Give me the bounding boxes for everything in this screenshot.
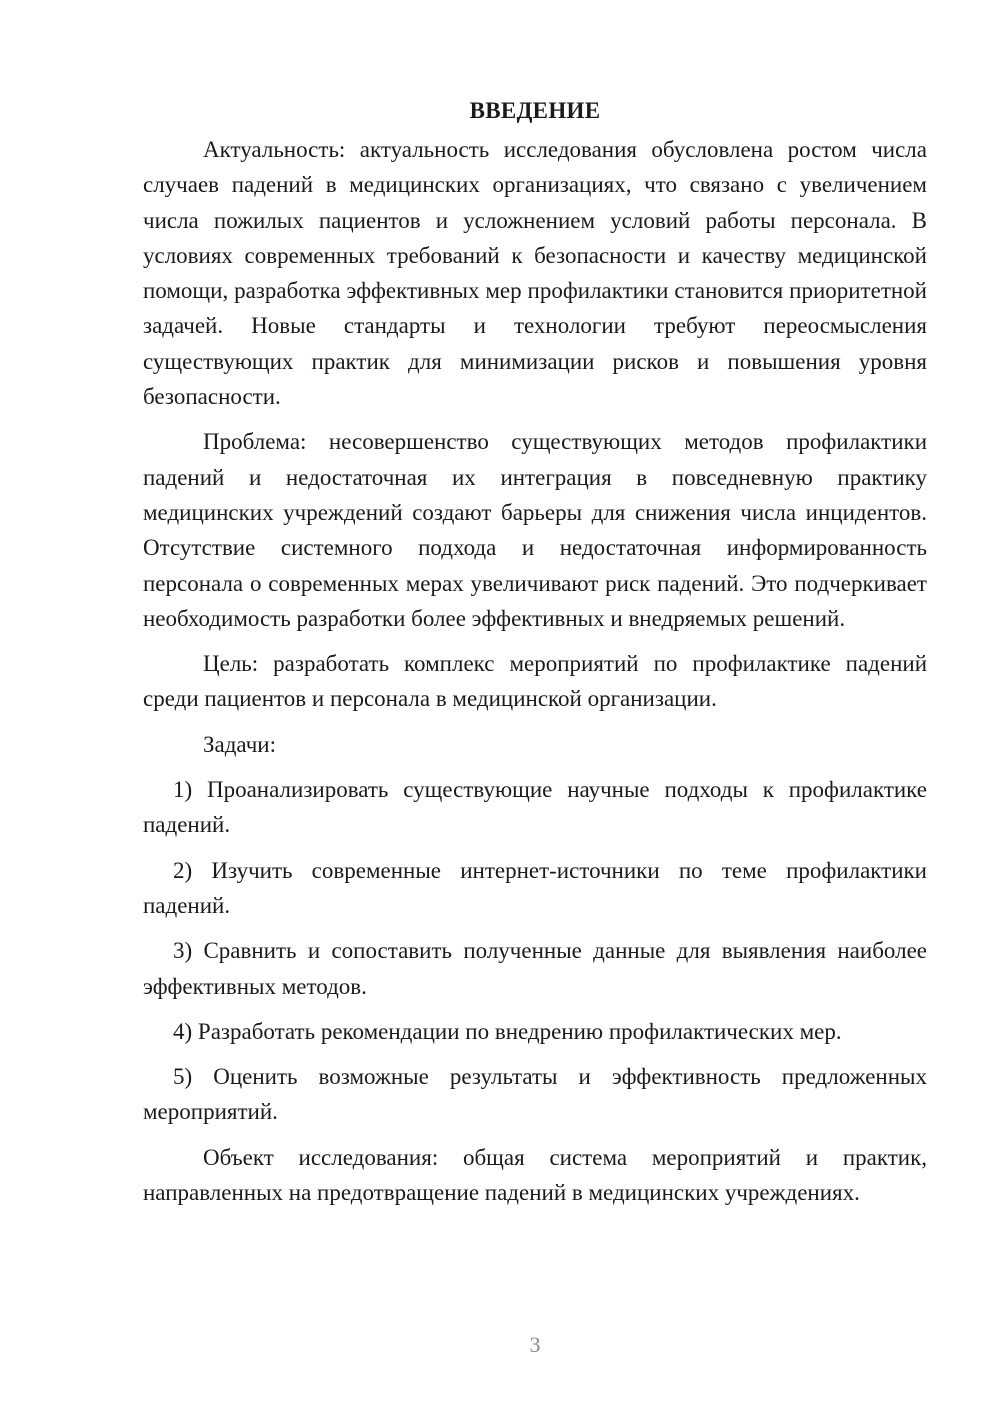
- task-item-3: 3) Сравнить и сопоставить полученные данные для выявления наиболее эффективных методов.: [143, 938, 927, 999]
- task-item-4: 4) Разработать рекомендации по внедрению профилактических мер.: [173, 1018, 842, 1044]
- task-item-2: 2) Изучить современные интернет-источники по теме профилактики падений.: [143, 857, 927, 918]
- tasks-heading: Задачи:: [203, 731, 276, 757]
- paragraph-relevance: Актуальность: актуальность исследования обусловлена ростом числа случаев падений в медицинских организациях, что связано с увеличением числа пожилых пациентов и усложнением условий работы персонала. В условиях современных требований к безопасности и качеству медицинской помощи, разработка эффективных мер профилактики становится приоритетной задачей. Новые стандарты и технологии требуют переосмысления существующих практик для минимизации рисков и повышения уровня безопасности.: [143, 137, 927, 410]
- task-item-5: 5) Оценить возможные результаты и эффективность предложенных мероприятий.: [143, 1064, 927, 1125]
- document-page: [143, 96, 927, 1220]
- task-item-1: 1) Проанализировать существующие научные подходы к профилактике падений.: [143, 777, 927, 838]
- page-number: 3: [529, 1332, 541, 1357]
- paragraph-object: Объект исследования: общая система мероприятий и практик, направленных на предотвращение падений в медицинских учреждениях.: [143, 1144, 927, 1206]
- paragraph-goal: Цель: разработать комплекс мероприятий по профилактике падений среди пациентов и персонала в медицинской организации.: [143, 651, 927, 712]
- paragraph-problem: Проблема: несовершенство существующих методов профилактики падений и недостаточная их интеграция в повседневную практику медицинских учреждений создают барьеры для снижения числа инцидентов. Отсутствие системного подхода и недостаточная информированность персонала о современных мерах увеличивают риск падений. Это подчеркивает необходимость разработки более эффективных и внедряемых решений.: [143, 429, 927, 631]
- page-title: ВВЕДЕНИЕ: [469, 98, 601, 123]
